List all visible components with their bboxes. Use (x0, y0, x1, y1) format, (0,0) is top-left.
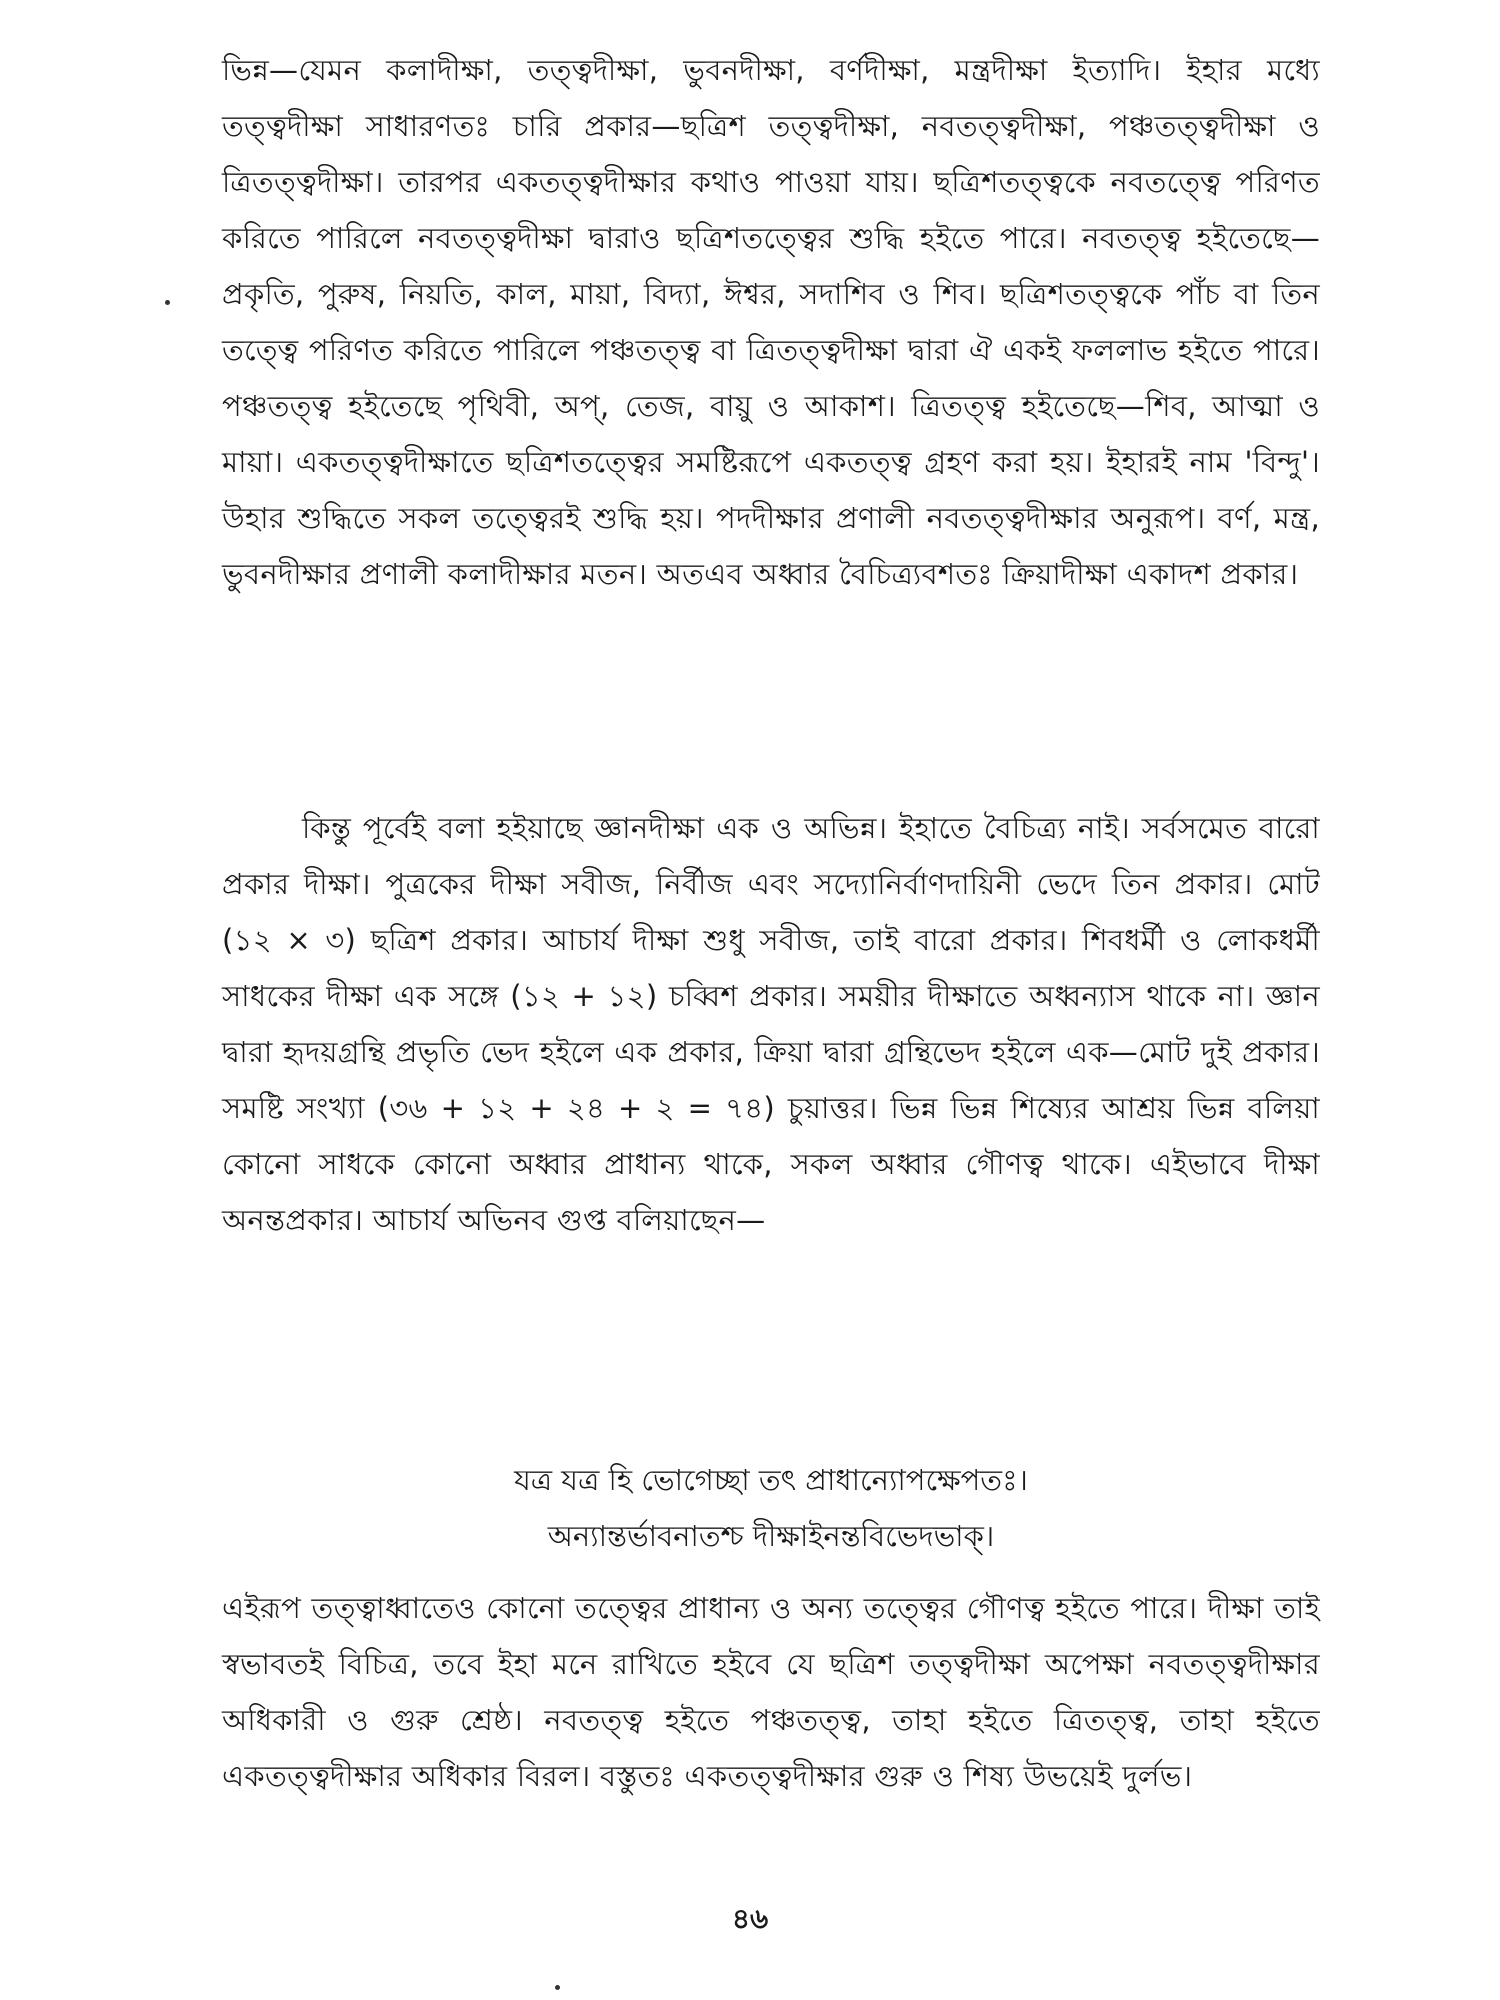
verse-line-1: যত্র যত্র হি ভোগেচ্ছা তৎ প্রাধান্যোপক্ষেপতঃ। (514, 1463, 1028, 1497)
paragraph-3: এইরূপ তত্ত্বাধ্বাতেও কোনো তত্ত্বের প্রাধান্য ও অন্য তত্ত্বের গৌণত্ব হইতে পারে। দীক্ষা তাই স্বভাবতই বিচিত্র, তবে ইহা মনে রাখিতে হইবে যে ছত্রিশ তত্ত্বদীক্ষা অপেক্ষা নবতত্ত্বদীক্ষার অধিকারী ও গুরু শ্রেষ্ঠ। নবতত্ত্ব হইতে পঞ্চতত্ত্ব, তাহা হইতে ত্রিতত্ত্ব, তাহা হইতে একতত্ত্বদীক্ষার অধিকার বিরল। বস্তুতঃ একতত্ত্বদীক্ষার গুরু ও শিষ্য উভয়েই দুর্লভ। (222, 1591, 1320, 1793)
scan-speck (555, 1985, 560, 1990)
paragraph-2: কিন্তু পূর্বেই বলা হইয়াছে জ্ঞানদীক্ষা এক ও অভিন্ন। ইহাতে বৈচিত্র্য নাই। সর্বসমেত বারো প্রকার দীক্ষা। পুত্রকের দীক্ষা সবীজ, নির্বীজ এবং সদ্যোনির্বাণদায়িনী ভেদে তিন প্রকার। মোট (১২ × ৩) ছত্রিশ প্রকার। আচার্য দীক্ষা শুধু সবীজ, তাই বারো প্রকার। শিবধর্মী ও লোকধর্মী সাধকের দীক্ষা এক সঙ্গে (১২ + ১২) চব্বিশ প্রকার। সময়ীর দীক্ষাতে অধ্বন্যাস থাকে না। জ্ঞান দ্বারা হৃদয়গ্রন্থি প্রভৃতি ভেদ হইলে এক প্রকার, ক্রিয়া দ্বারা গ্রন্থিভেদ হইলে এক—মোট দুই প্রকার। সমষ্টি সংখ্যা (৩৬ + ১২ + ২৪ + ২ = ৭৪) চুয়াত্তর। ভিন্ন ভিন্ন শিষ্যের আশ্রয় ভিন্ন বলিয়া কোনো সাধকে কোনো অধ্বার প্রাধান্য থাকে, সকল অধ্বার গৌণত্ব থাকে। এইভাবে দীক্ষা অনন্তপ্রকার। আচার্য অভিনব গুপ্ত বলিয়াছেন— (222, 811, 1320, 1237)
page-number: ৪৬ (731, 1902, 769, 1935)
sanskrit-verse (222, 1452, 1320, 1564)
scan-speck (165, 300, 170, 305)
verse-line-2: অন্যান্তর্ভাবনাতশ্চ দীক্ষাইনন্তবিভেদভাক্। (547, 1519, 995, 1553)
paragraph-1: ভিন্ন—যেমন কলাদীক্ষা, তত্ত্বদীক্ষা, ভুবনদীক্ষা, বর্ণদীক্ষা, মন্ত্রদীক্ষা ইত্যাদি। ইহার মধ্যে তত্ত্বদীক্ষা সাধারণতঃ চারি প্রকার—ছত্রিশ তত্ত্বদীক্ষা, নবতত্ত্বদীক্ষা, পঞ্চতত্ত্বদীক্ষা ও ত্রিতত্ত্বদীক্ষা। তারপর একতত্ত্বদীক্ষার কথাও পাওয়া যায়। ছত্রিশতত্ত্বকে নবতত্ত্বে পরিণত করিতে পারিলে নবতত্ত্বদীক্ষা দ্বারাও ছত্রিশতত্ত্বের শুদ্ধি হইতে পারে। নবতত্ত্ব হইতেছে—প্রকৃতি, পুরুষ, নিয়তি, কাল, মায়া, বিদ্যা, ঈশ্বর, সদাশিব ও শিব। ছত্রিশতত্ত্বকে পাঁচ বা তিন তত্ত্বে পরিণত করিতে পারিলে পঞ্চতত্ত্ব বা ত্রিতত্ত্বদীক্ষা দ্বারা ঐ একই ফললাভ হইতে পারে। পঞ্চতত্ত্ব হইতেছে পৃথিবী, অপ্, তেজ, বায়ু ও আকাশ। ত্রিতত্ত্ব হইতেছে—শিব, আত্মা ও মায়া। একতত্ত্বদীক্ষাতে ছত্রিশতত্ত্বের সমষ্টিরূপে একতত্ত্ব গ্রহণ করা হয়। ইহারই নাম 'বিন্দু'। উহার শুদ্ধিতে সকল তত্ত্বেরই শুদ্ধি হয়। পদদীক্ষার প্রণালী নবতত্ত্বদীক্ষার অনুরূপ। বর্ণ, মন্ত্র, ভুবনদীক্ষার প্রণালী কলাদীক্ষার মতন। অতএব অধ্বার বৈচিত্র্যবশতঃ ক্রিয়াদীক্ষা একাদশ প্রকার। (222, 53, 1320, 591)
